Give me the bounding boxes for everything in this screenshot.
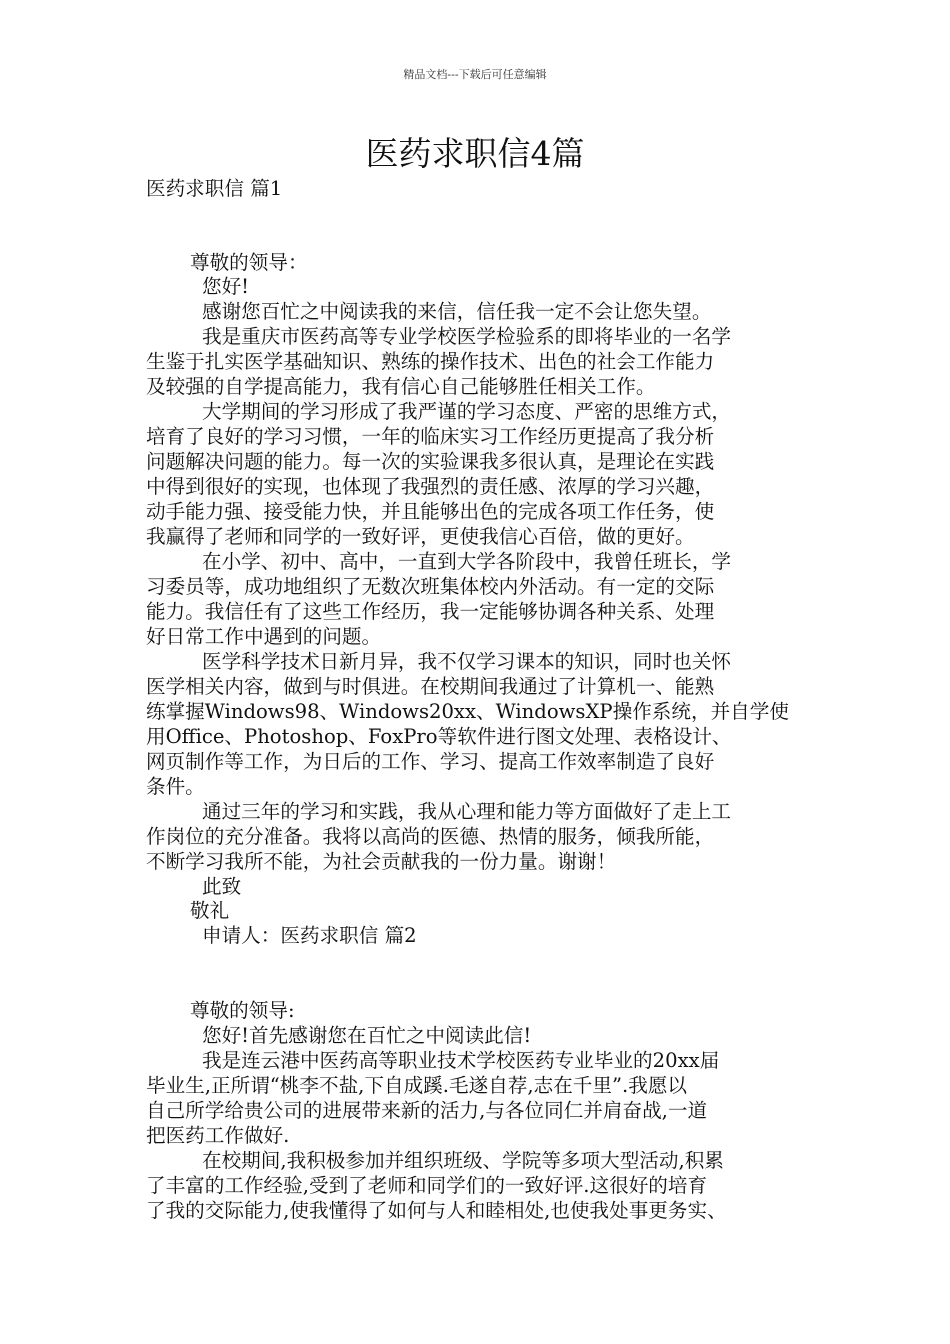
- text-line: 网页制作等工作，为日后的工作、学习、提高工作效率制造了良好: [146, 750, 715, 773]
- text-line: 不断学习我所不能，为社会贡献我的一份力量。谢谢！: [146, 850, 617, 873]
- text-line: 医学相关内容，做到与时俱进。在校期间我通过了计算机一、能熟: [146, 675, 715, 698]
- text-line: 医药求职信 篇1: [146, 177, 283, 200]
- text-line: 大学期间的学习形成了我严谨的学习态度、严密的思维方式，: [202, 400, 732, 423]
- text-line: 习委员等，成功地组织了无数次班集体校内外活动。有一定的交际: [146, 575, 715, 598]
- text-line: 在小学、初中、高中，一直到大学各阶段中，我曾任班长，学: [202, 550, 732, 573]
- text-line: 培育了良好的学习习惯，一年的临床实习工作经历更提高了我分析: [146, 425, 715, 448]
- text-line: 在校期间,我积极参加并组织班级、学院等多项大型活动,积累: [202, 1149, 724, 1172]
- text-line: 生鉴于扎实医学基础知识、熟练的操作技术、出色的社会工作能力: [146, 350, 715, 373]
- text-line: 动手能力强、接受能力快，并且能够出色的完成各项工作任务，使: [146, 500, 715, 523]
- text-line: 能力。我信任有了这些工作经历，我一定能够协调各种关系、处理: [146, 600, 715, 623]
- text-line: 用Office、Photoshop、FoxPro等软件进行图文处理、表格设计、: [146, 725, 732, 748]
- text-line: 把医药工作做好.: [146, 1124, 290, 1147]
- text-line: 及较强的自学提高能力，我有信心自己能够胜任相关工作。: [146, 375, 656, 398]
- text-line: 好日常工作中遇到的问题。: [146, 625, 382, 648]
- text-line: 医学科学技术日新月异，我不仅学习课本的知识，同时也关怀: [202, 650, 732, 673]
- text-line: 您好!首先感谢您在百忙之中阅读此信!: [202, 1024, 532, 1047]
- text-line: 敬礼: [190, 899, 230, 922]
- document-title: 医药求职信4篇: [365, 134, 585, 173]
- text-line: 申请人：医药求职信 篇2: [202, 924, 417, 947]
- text-line: 我赢得了老师和同学的一致好评，更使我信心百倍，做的更好。: [146, 525, 695, 548]
- text-line: 中得到很好的实现，也体现了我强烈的责任感、浓厚的学习兴趣，: [146, 475, 715, 498]
- text-line: 我是连云港中医药高等职业技术学校医药专业毕业的20xx届: [202, 1049, 720, 1072]
- text-line: 了我的交际能力,使我懂得了如何与人和睦相处,也使我处事更务实、: [146, 1199, 727, 1222]
- text-line: 感谢您百忙之中阅读我的来信，信任我一定不会让您失望。: [202, 300, 712, 323]
- header-note: 精品文档---下载后可任意编辑: [403, 68, 547, 81]
- text-line: 问题解决问题的能力。每一次的实验课我多很认真，是理论在实践: [146, 450, 715, 473]
- text-line: 了丰富的工作经验,受到了老师和同学们的一致好评.这很好的培育: [146, 1174, 708, 1197]
- text-line: 此致: [202, 875, 242, 898]
- text-line: 尊敬的领导:: [190, 999, 295, 1022]
- text-line: 练掌握Windows98、Windows20xx、WindowsXP操作系统，并自学使: [146, 700, 789, 723]
- text-line: 尊敬的领导：: [190, 251, 308, 274]
- text-line: 我是重庆市医药高等专业学校医学检验系的即将毕业的一名学: [202, 325, 732, 348]
- text-line: 自己所学给贵公司的进展带来新的活力,与各位同仁并肩奋战,一道: [146, 1099, 708, 1122]
- text-line: 毕业生,正所谓“桃李不盐,下自成蹊.毛遂自荐,志在千里”.我愿以: [146, 1074, 688, 1097]
- text-line: 作岗位的充分准备。我将以高尚的医德、热情的服务，倾我所能，: [146, 825, 715, 848]
- text-line: 条件。: [146, 775, 205, 798]
- text-line: 通过三年的学习和实践，我从心理和能力等方面做好了走上工: [202, 800, 732, 823]
- text-line: 您好!: [202, 275, 250, 298]
